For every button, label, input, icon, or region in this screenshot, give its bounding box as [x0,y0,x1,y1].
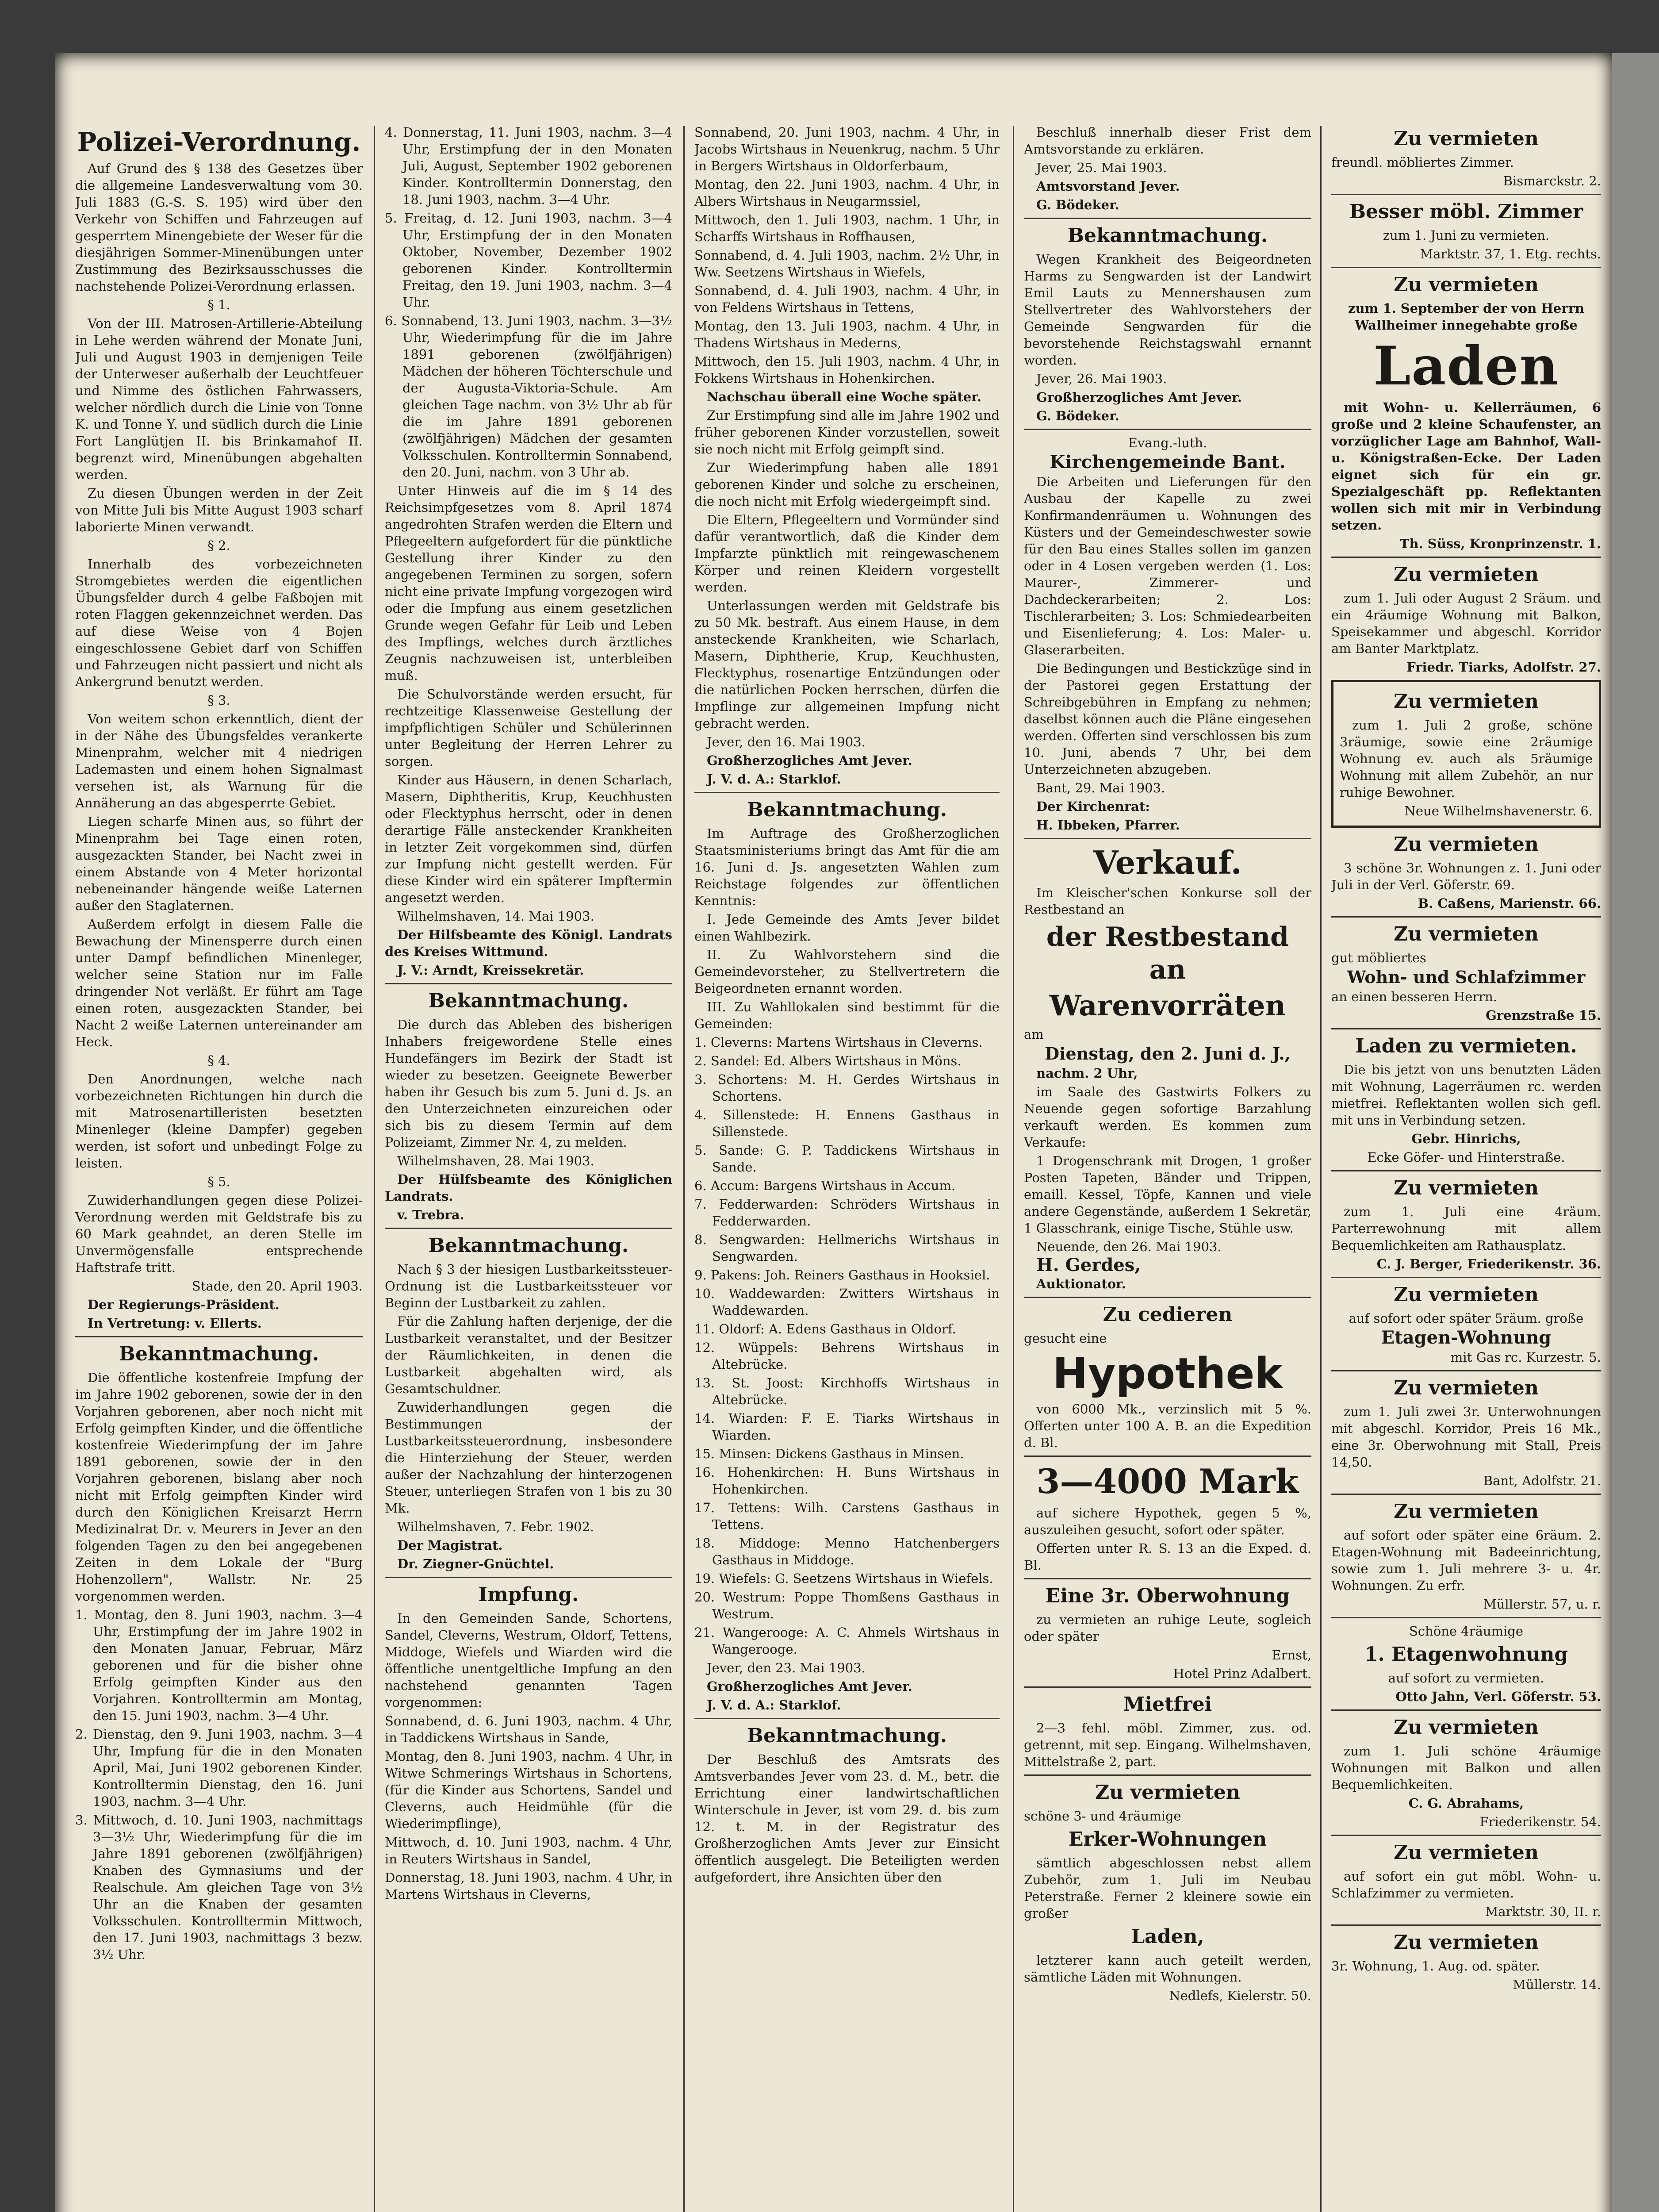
paragraph: von 6000 Mk., verzinslich mit 5 %. Offerten unter 100 A. B. an die Expedition d. Bl. [1024,1402,1311,1450]
list-item: 1. Montag, den 8. Juni 1903, nachm. 3—4 Uhr, Erstimpfung der im Jahre 1902 in den Monaten Januar, Februar, März geborenen und für die bisher ohne Erfolg geimpften Kinder aus den Vorjahren. Kontrolltermin am Montag, den 15. Juni 1903, nachm. 3—4 Uhr. [75,1607,363,1723]
ad-address: Müllerstr. 14. [1513,1977,1601,1992]
ad-headline: Zu vermieten [1394,563,1539,586]
column-1 [75,124,363,2212]
divider [1331,1277,1601,1278]
signature: Der Regierungs-Präsident. [88,1297,280,1312]
list-item: Montag, den 22. Juni 1903, nachm. 4 Uhr, in Albers Wirtshaus in Neugarmssiel, [694,177,1000,209]
headline-zu-vermieten: Zu vermieten [1095,1781,1240,1804]
signature: Großherzogliches Amt Jever. [1036,390,1242,405]
paragraph: Innerhalb des vorbezeichneten Stromgebietes werden die eigentlichen Übungsfelder durch 4 gelbe Faßbojen mit roten Flaggen gekennzeichnet werden. Das auf diese Weise von 4 Bojen eingeschlossene Gebiet darf von Schiffen und Fahrzeugen nicht passiert und nicht als Ankergrund benutzt werden. [75,557,363,689]
headline-kirchengemeinde: Kirchengemeinde Bant. [1050,452,1286,472]
signature: Nedlefs, Kielerstr. 50. [1169,1988,1311,2003]
headline-impfung: Impfung. [478,1583,579,1606]
paragraph: Beschluß innerhalb dieser Frist dem Amtsvorstande zu erklären. [1024,125,1311,157]
paragraph: auf sichere Hypothek, gegen 5 %, auszuleihen gesucht, sofort oder später. [1024,1505,1311,1537]
ad-address: Marktstr. 37, 1. Etg. rechts. [1420,246,1601,261]
column-rule [374,126,375,2212]
ad-text: zum 1. Juni zu vermieten. [1383,228,1550,243]
paragraph: sämtlich abgeschlossen nebst allem Zubehör, zum 1. Juli im Neubau Peterstraße. Ferner 2 kleinere sowie ein großer [1024,1855,1311,1921]
headline-polizei-verordnung: Polizei-Verordnung. [77,127,361,157]
signature: Der Magistrat. [397,1538,503,1553]
signature: Auktionator. [1036,1276,1126,1291]
divider [1331,1170,1601,1171]
dateline: Wilhelmshaven, 14. Mai 1903. [397,909,594,924]
ad-signature: C. G. Abrahams, [1408,1796,1524,1811]
ad-text: 3r. Wohnung, 1. Aug. od. später. [1331,1959,1540,1974]
paragraph: Zuwiderhandlungen gegen die Bestimmungen der Lustbarkeitssteuerordnung, insbesondere die Hinterziehung der Steuer, werden außer der Nachzahlung der hinterzogenen Steuer, unterliegen Strafen von 1 bis zu 30 Mk. [385,1400,672,1516]
paragraph: Die durch das Ableben des bisherigen Inhabers freigewordene Stelle eines Hundefängers im Bezirk der Stadt ist wieder zu besetzen. Geeignete Bewerber haben ihr Gesuch bis zum 5. Juni d. Js. an den Unterzeichneten einzureichen oder sich bis zu diesem Termin auf dem Polizeiamt, Zimmer Nr. 4, zu melden. [385,1017,672,1150]
ad-text: auf sofort oder später 5räum. große [1349,1311,1584,1326]
paragraph: Im Auftrage des Großherzoglichen Staatsministeriums bringt das Amt für die am 16. Juni d. Js. angesetzten Wahlen zum Reichstage folgendes zur öffentlichen Kenntnis: [694,826,1000,908]
signature: Der Hilfsbeamte des Königl. Landrats des Kreises Wittmund. [385,927,672,959]
ad-headline: 1. Etagenwohnung [1364,1643,1568,1666]
signature: Amtsvorstand Jever. [1036,179,1180,194]
paragraph: Von weitem schon erkenntlich, dient der in der Nähe des Übungsfeldes verankerte Minenprahm, welcher mit 4 niedrigen Lademasten und einem hohen Signalmast versehen ist, als Warnung für die Annäherung an das abgesperrte Gebiet. [75,711,363,810]
ad-headline: Zu vermieten [1394,833,1539,856]
paragraph: Der Beschluß des Amtsrats des Amtsverbandes Jever vom 23. d. M., betr. die Errichtung einer landwirtschaftlichen Winterschule in Jever, ist vom 29. d. bis zum 12. t. M. in der Registratur des Großherzoglichen Amts Jever zur Einsicht öffentlich ausgelegt. Die Beteiligten werden aufgefordert, ihre Ansichten über den [694,1752,1000,1885]
list-item: Mittwoch, den 15. Juli 1903, nachm. 4 Uhr, in Fokkens Wirtshaus in Hohenkirchen. [694,354,1000,386]
headline-restbestand: der Restbestand an [1046,922,1289,985]
list-item: 19. Wiefels: G. Seetzens Wirtshaus in Wiefels. [694,1571,993,1586]
divider [1331,1028,1601,1029]
signature: Großherzogliches Amt Jever. [707,753,912,768]
headline-bekanntmachung: Bekanntmachung. [747,1724,947,1747]
signature: J. V. d. A.: Starklof. [707,1697,841,1713]
divider [1331,1924,1601,1926]
list-item: Mittwoch, den 1. Juli 1903, nachm. 1 Uhr, in Scharffs Wirtshaus in Roffhausen, [694,212,1000,244]
ad-headline: Zu vermieten [1394,1377,1539,1399]
headline-zu-cedieren: Zu cedieren [1103,1303,1233,1326]
ad-signature: C. J. Berger, Friederikenstr. 36. [1376,1256,1601,1271]
headline-hypothek: Hypothek [1052,1349,1283,1398]
ad-text: mit Wohn- u. Kellerräumen, 6 große und 2 kleine Schaufenster, an vorzüglicher Lage am Bahnhof, Wall- u. Königstraßen-Ecke. Der Laden eignet sich für ein gr. Spezialgeschäft pp. Reflektanten wollen sich mit mir in Verbindung setzen. [1331,400,1601,533]
signature: J. V.: Arndt, Kreissekretär. [397,963,584,978]
list-item: Sonnabend, 20. Juni 1903, nachm. 4 Uhr, in Jacobs Wirtshaus in Neuenkrug, nachm. 5 Uhr in Bergers Wirtshaus in Oldorferbaum, [694,125,1000,173]
ad-address: Bant, Adolfstr. 21. [1483,1473,1601,1488]
ad-headline: Zu vermieten [1394,127,1539,150]
list-item: 11. Oldorf: A. Edens Gasthaus in Oldorf. [694,1321,956,1336]
headline-warenvorraeten: Warenvorräten [1049,989,1286,1022]
section-mark: § 3. [207,693,230,708]
divider [1331,1617,1601,1618]
divider [694,1718,1000,1719]
ad-headline: Zu vermieten [1394,273,1539,296]
dateline: Jever, 26. Mai 1903. [1036,371,1167,386]
ad-headline: Zu vermieten [1394,1716,1539,1739]
signature: G. Bödeker. [1036,408,1119,423]
list-item: 6. Accum: Bargens Wirtshaus in Accum. [694,1178,956,1193]
headline-mark: 3—4000 Mark [1036,1462,1299,1501]
list-item: 4. Sillenstede: H. Ennens Gasthaus in Sillenstede. [694,1107,1000,1139]
column-2 [385,124,672,2212]
label: am [1024,1027,1044,1042]
list-item: 2. Sandel: Ed. Albers Wirtshaus in Möns. [694,1053,962,1068]
boxed-ad [1331,680,1601,828]
paragraph: Unterlassungen werden mit Geldstrafe bis zu 50 Mk. bestraft. Aus einem Hause, in dem ansteckende Krankheiten, wie Scharlach, Masern, Diphtherie, Krup, Keuchhusten, Flecktyphus, rosenartige Entzündungen oder die natürlichen Pocken herrschen, dürfen die Impflinge zur allgemeinen Impfung nicht gebracht werden. [694,598,1000,731]
divider [1024,1578,1311,1579]
paragraph: 1 Drogenschrank mit Drogen, 1 großer Posten Tapeten, Bänder und Trippen, emaill. Kessel, Töpfe, Kannen und viele andere Gegenstände, außerdem 1 Sekretär, 1 Glasschrank, einige Tische, Stühle usw. [1024,1153,1311,1236]
ad-text: zum 1. Juli oder August 2 Sräum. und ein 4räumige Wohnung mit Balkon, Speisekammer und abgeschl. Korridor am Banter Marktplatz. [1331,591,1601,656]
list-item: 5. Sande: G. P. Taddickens Wirtshaus in Sande. [694,1143,1000,1175]
column-3 [694,124,1000,2212]
divider [1331,267,1601,268]
ad-signature: Gebr. Hinrichs, [1411,1131,1521,1146]
headline-bekanntmachung: Bekanntmachung. [428,990,629,1012]
ad-text: zum 1. Juli 2 große, schöne 3räumige, sowie eine 2räumige Wohnung ev. auch als 5räumige Wohnung mit allem Zubehör, an nur ruhige Bewohner. [1340,718,1593,800]
column-rule [1013,126,1014,2212]
paragraph: zu vermieten an ruhige Leute, sogleich oder später [1024,1612,1311,1644]
list-item: 3. Schortens: M. H. Gerdes Wirtshaus in Schortens. [694,1072,1000,1104]
ad-headline: Laden zu vermieten. [1355,1035,1577,1057]
ad-address: Ecke Göfer- und Hinterstraße. [1367,1150,1565,1165]
paragraph: I. Jede Gemeinde des Amts Jever bildet einen Wahlbezirk. [694,912,1000,944]
signature: H. Gerdes, [1036,1255,1141,1275]
paragraph: Im Kleischer'schen Konkurse soll der Restbestand an [1024,885,1311,917]
paragraph: Liegen scharfe Minen aus, so führt der Minenprahm bei Tage einen roten, ausgezackten Stander, bei Nacht zwei in einem Abstande von 4 Meter horizontal nebeneinander hängende weiße Laternen außer den Staglaternen. [75,814,363,913]
list-item: 13. St. Joost: Kirchhoffs Wirtshaus in Altebrücke. [694,1375,1000,1407]
signature: H. Ibbeken, Pfarrer. [1036,818,1180,833]
divider [1024,429,1311,430]
dateline: Jever, den 23. Mai 1903. [707,1660,866,1675]
paragraph: Von der III. Matrosen-Artillerie-Abteilung in Lehe werden während der Monate Juni, Juli und August 1903 in demjenigen Teile der Unterweser außerhalb der Leuchtfeuer und Nimme des östlichen Fahrwassers, welcher nördlich durch die Linie von Tonne K. und Tonne Y. und südlich durch die Linie Fort Langlütjen II. bis Brinkamahof II. begrenzt wird, Minenübungen abgehalten werden. [75,316,363,482]
signature: Großherzogliches Amt Jever. [707,1679,912,1694]
list-item: 8. Sengwarden: Hellmerichs Wirtshaus in Sengwarden. [694,1232,1000,1264]
ad-headline: Zu vermieten [1394,1500,1539,1523]
list-item: Sonnabend, d. 4. Juli 1903, nachm. 2½ Uhr, in Ww. Seetzens Wirtshaus in Wiefels, [694,248,1000,280]
column-rule [683,126,685,2212]
paragraph: schöne 3- und 4räumige [1024,1809,1181,1824]
divider [1331,1835,1601,1836]
ad-text: auf sofort ein gut möbl. Wohn- u. Schlafzimmer zu vermieten. [1331,1869,1601,1901]
list-item: Sonnabend, d. 4. Juli 1903, nachm. 4 Uhr, in von Feldens Wirtshaus in Tettens, [694,283,1000,315]
divider [1331,1370,1601,1371]
list-item: 4. Donnerstag, 11. Juni 1903, nachm. 3—4 Uhr, Erstimpfung der in den Monaten Juli, August, September 1902 geborenen Kinder. Kontrolltermin Donnerstag, den 18. Juni 1903, nachm. 3—4 Uhr. [385,125,672,207]
signature: Ernst, [1272,1647,1311,1663]
ad-signature: Friedr. Tiarks, Adolfstr. 27. [1406,660,1601,675]
divider [1331,916,1601,918]
list-item: Montag, den 8. Juni 1903, nachm. 4 Uhr, in Witwe Schmerings Wirtshaus in Schortens, (für die Kinder aus Schortens, Sandel und Cleverns, auch Heidmühle (für die Wiederimpflinge), [385,1749,672,1831]
list-item: 20. Westrum: Poppe Thomßens Gasthaus in Westrum. [694,1590,1000,1621]
paragraph: Nach § 3 der hiesigen Lustbarkeitssteuer-Ordnung ist die Lustbarkeitssteuer vor Beginn der Lustbarkeit zu zahlen. [385,1262,672,1310]
headline-bekanntmachung: Bekanntmachung. [119,1343,319,1365]
divider [1024,1774,1311,1776]
section-mark: § 5. [207,1174,230,1189]
paragraph: Die öffentliche kostenfreie Impfung der im Jahre 1902 geborenen, sowie der in den Vorjahren geborenen, aber noch nicht mit Erfolg geimpften Kinder, und die öffentliche kostenfreie Wiederimpfung der im Jahre 1891 geborenen, sowie der in den Vorjahren geborenen, bislang aber noch nicht mit Erfolg geimpften Kinder wird durch den Königlichen Kreisarzt Herrn Medizinalrat Dr. v. Meurers in Jever an den folgenden Tagen zu den bei angegebenen Zeiten in dem Lokale der "Burg Hohenzollern", Wallstr. Nr. 25 vorgenommen werden. [75,1370,363,1604]
signature: v. Trebra. [397,1207,464,1222]
divider [385,983,672,984]
dateline: Wilhelmshaven, 7. Febr. 1902. [397,1519,594,1534]
ad-subheadline: Etagen-Wohnung [1381,1327,1552,1348]
list-item: Mittwoch, d. 10. Juni 1903, nachm. 4 Uhr, in Reuters Wirtshaus in Sandel, [385,1835,672,1866]
list-item: 16. Hohenkirchen: H. Buns Wirtshaus in Hohenkirchen. [694,1465,1000,1497]
column-4 [1024,124,1311,2212]
divider [694,792,1000,793]
headline-mietfrei: Mietfrei [1123,1693,1212,1716]
list-item: Montag, den 13. Juli 1903, nachm. 4 Uhr, in Thadens Wirtshaus in Mederns, [694,319,1000,350]
list-item: 18. Middoge: Menno Hatchenbergers Gasthaus in Middoge. [694,1536,1000,1567]
paragraph: II. Zu Wahlvorstehern sind die Gemeindevorsteher, zu Stellvertretern die Beigeordneten ernannt worden. [694,947,1000,996]
ad-address: Grenzstraße 15. [1486,1008,1601,1023]
paragraph: Auf Grund des § 138 des Gesetzes über die allgemeine Landesverwaltung vom 30. Juli 1883 (G.-S. S. 195) wird über den Verkehr von Schiffen und Fahrzeugen auf gesperrtem Minengebiete der Weser für die diesjährigen Sommer-Minenübungen unter Zustimmung des Bezirksausschusses die nachstehende Polizei-Verordnung erlassen. [75,161,363,294]
divider [1024,1455,1311,1457]
ad-headline: Zu vermieten [1394,690,1539,713]
signature: In Vertretung: v. Ellerts. [88,1316,262,1331]
signature: G. Bödeker. [1036,197,1119,212]
paragraph: Die Schulvorstände werden ersucht, für rechtzeitige Klassenweise Gestellung der impfpflichtigen Schüler und Schülerinnen unter Begleitung der Herren Lehrer zu sorgen. [385,687,672,769]
ad-text: zum 1. Juli eine 4räum. Parterrewohnung mit allem Bequemlichkeiten am Rathausplatz. [1331,1204,1601,1253]
ad-headline: Zu vermieten [1394,1841,1539,1864]
list-item: 1. Cleverns: Martens Wirtshaus in Cleverns. [694,1035,983,1050]
paragraph: letzterer kann auch geteilt werden, sämtliche Läden mit Wohnungen. [1024,1953,1311,1985]
ad-headline: Zu vermieten [1394,1177,1539,1199]
page-edge [1612,53,1659,2212]
paragraph: Zu diesen Übungen werden in der Zeit von Mitte Juli bis Mitte August 1903 scharf laborierte Minen verwandt. [75,486,363,534]
paragraph: Zuwiderhandlungen gegen diese Polizei-Verordnung werden mit Geldstrafe bis zu 60 Mark geahndet, an deren Stelle im Unvermögensfalle entsprechende Haftstrafe tritt. [75,1193,363,1275]
ad-address: Marktstr. 30, II. r. [1485,1904,1601,1919]
ad-signature: Th. Süss, Kronprinzenstr. 1. [1399,536,1601,551]
signature: Der Hülfsbeamte des Königlichen Landrats. [385,1172,672,1204]
ad-text: zum 1. Juli zwei 3r. Unterwohnungen mit abgeschl. Korridor, Preis 16 Mk., eine 3r. Oberwohnung mit Stall, Preis 14,50. [1331,1404,1601,1470]
auction-time: nachm. 2 Uhr, [1036,1066,1138,1081]
divider [1024,218,1311,219]
ad-headline: Zu vermieten [1394,923,1539,945]
paragraph: 2—3 fehl. möbl. Zimmer, zus. od. getrennt, mit sep. Eingang. Wilhelmshaven, Mittelstraße 2, part. [1024,1720,1311,1769]
paragraph: Wegen Krankheit des Beigeordneten Harms zu Sengwarden ist der Landwirt Emil Lauts zu Mennershausen zum Stellvertreter des Wahlvorstehers der Gemeinde Sengwarden für die bevorstehende Reichstagswahl ernannt worden. [1024,252,1311,368]
ad-signature: Otto Jahn, Verl. Göferstr. 53. [1395,1689,1601,1704]
ad-text: 3 schöne 3r. Wohnungen z. 1. Juni oder Juli in der Verl. Göferstr. 69. [1331,860,1601,892]
list-item: Donnerstag, 18. Juni 1903, nachm. 4 Uhr, in Martens Wirtshaus in Cleverns, [385,1870,672,1902]
kicker: Evang.-luth. [1128,435,1207,450]
divider [1024,1297,1311,1298]
dateline: Stade, den 20. April 1903. [192,1279,363,1294]
divider [1331,557,1601,558]
ad-text: an einen besseren Herrn. [1331,989,1498,1004]
ad-address: mit Gas rc. Kurzestr. 5. [1450,1350,1601,1365]
paragraph: Die Eltern, Pflegeeltern und Vormünder sind dafür verantwortlich, daß die Kinder dem Impfarzte pünktlich mit reingewaschenem Körper und reinen Kleidern vorgestellt werden. [694,512,1000,595]
dateline: Bant, 29. Mai 1903. [1036,780,1165,795]
list-item: 3. Mittwoch, d. 10. Juni 1903, nachmittags 3—3½ Uhr, Wiederimpfung für die im Jahre 1891 geborenen (zwölfjährigen) Knaben des Gymnasiums und der Realschule. Am gleichen Tage von 3½ Uhr an die Knaben der gesamten Volksschulen. Kontrolltermin Mittwoch, den 17. Juni 1903, nachmittags 3 bezw. 3½ Uhr. [75,1813,363,1962]
paragraph: Kinder aus Häusern, in denen Scharlach, Masern, Diphtheritis, Krup, Keuchhusten oder Flecktyphus herrscht, oder in denen derartige Fälle ansteckender Krankheiten in letzter Zeit vorgekommen sind, dürfen zur Impfung nicht gestellt werden. Für diese Kinder wird ein späterer Impftermin angesetzt werden. [385,772,672,905]
divider [75,1336,363,1337]
headline-oberwohnung: Eine 3r. Oberwohnung [1045,1585,1290,1607]
list-item: 12. Wüppels: Behrens Wirtshaus in Altebrücke. [694,1340,1000,1372]
ad-subheadline: Wohn- und Schlafzimmer [1347,967,1586,987]
paragraph: Den Anordnungen, welche nach vorbezeichneten Richtungen hin durch die mit Matrosenartilleristen besetzten Minenleger (kleine Dampfer) gegeben werden, ist sofort und unbedingt Folge zu leisten. [75,1071,363,1171]
list-item: 7. Fedderwarden: Schröders Wirtshaus in Fedderwarden. [694,1197,1000,1229]
headline-bekanntmachung: Bekanntmachung. [747,799,947,821]
ad-text: zum 1. Juli schöne 4räumige Wohnungen mit Balkon und allen Bequemlichkeiten. [1331,1743,1601,1792]
list-item: 9. Pakens: Joh. Reiners Gasthaus in Hooksiel. [694,1267,990,1283]
paragraph: im Saale des Gastwirts Folkers zu Neuende gegen sofortige Barzahlung verkauft werden. Es kommen zum Verkaufe: [1024,1084,1311,1150]
ad-headline: Besser möbl. Zimmer [1349,200,1583,223]
column-5 [1331,124,1601,2212]
ad-text: zum 1. September der von Herrn Wallheimer innegehabte große [1348,301,1584,333]
paragraph: Offerten unter R. S. 13 an die Exped. d. Bl. [1024,1541,1311,1573]
ad-signature: B. Caßens, Marienstr. 66. [1418,896,1601,911]
divider [1024,1686,1311,1688]
paragraph: Für die Zahlung haften derjenige, der die Lustbarkeit veranstaltet, und der Besitzer der Räumlichkeiten, in denen die Lustbarkeit abgehalten wird, als Gesamtschuldner. [385,1314,672,1396]
list-item: 10. Waddewarden: Zwitters Wirtshaus in Waddewarden. [694,1286,1000,1318]
section-mark: § 1. [207,297,230,312]
list-item: 6. Sonnabend, 13. Juni 1903, nachm. 3—3½ Uhr, Wiederimpfung für die im Jahre 1891 geborenen (zwölfjährigen) Mädchen der höheren Töchterschule und der Augusta-Viktoria-Schule. Am gleichen Tage nachm. von 3½ Uhr ab für die im Jahre 1891 geborenen (zwölfjährigen) Mädchen der gesamten Volksschulen. Kontrolltermin Sonnabend, den 20. Juni, nachm. von 3 Uhr ab. [385,313,672,480]
ad-text: Die bis jetzt von uns benutzten Läden mit Wohnung, Lagerräumen rc. werden mietfrei. Reflektanten wollen sich gefl. mit uns in Verbindung setzen. [1331,1062,1601,1128]
ad-headline: Zu vermieten [1394,1283,1539,1306]
paragraph: Außerdem erfolgt in diesem Falle die Bewachung der Minensperre durch einen unter Dampf befindlichen Minenleger, welcher seine Station nur im Falle dringender Not verläßt. Er führt am Tage einen roten, ausgezackten Stander, bei Nacht 2 weiße Laternen untereinander am Heck. [75,917,363,1049]
auction-date: Dienstag, den 2. Juni d. J., [1045,1044,1291,1064]
column-rule [1320,126,1322,2212]
list-item: 17. Tettens: Wilh. Carstens Gasthaus in Tettens. [694,1500,1000,1532]
ad-text: gut möbliertes [1331,950,1426,965]
paragraph: Die Arbeiten und Lieferungen für den Ausbau der Kapelle zu zwei Konfirmandenräumen u. Wohnungen des Küsters und der Gemeindeschwester sowie für den Bau eines Stalles sollen im ganzen oder in 4 Losen vergeben werden (1. Los: Maurer-, Zimmerer- und Dachdeckerarbeiten; 2. Los: Tischlerarbeiten; 3. Los: Schmiedearbeiten und Eisenlieferung; 4. Los: Maler- u. Glaserarbeiten. [1024,474,1311,657]
headline-laden: Laden, [1131,1925,1204,1948]
list-item: Sonnabend, d. 6. Juni 1903, nachm. 4 Uhr, in Taddickens Wirtshaus in Sande, [385,1713,672,1745]
signature: J. V. d. A.: Starklof. [707,772,841,787]
section-mark: § 4. [207,1053,230,1068]
headline-verkauf: Verkauf. [1093,844,1242,881]
paragraph: III. Zu Wahllokalen sind bestimmt für die Gemeinden: [694,999,1000,1031]
note: Nachschau überall eine Woche später. [707,389,981,404]
signature: Hotel Prinz Adalbert. [1173,1666,1311,1681]
ad-address: Müllerstr. 57, u. r. [1483,1597,1601,1612]
headline-bekanntmachung: Bekanntmachung. [428,1234,629,1257]
paragraph: In den Gemeinden Sande, Schortens, Sandel, Cleverns, Westrum, Oldorf, Tettens, Middoge, Wiefels und Wiarden wird die öffentliche unentgeltliche Impfung an den nachstehend genannten Tagen vorgenommen: [385,1611,672,1710]
divider [1024,838,1311,839]
headline-bekanntmachung: Bekanntmachung. [1067,224,1268,247]
list-item: 5. Freitag, d. 12. Juni 1903, nachm. 3—4 Uhr, Erstimpfung der in den Monaten Oktober, November, Dezember 1902 geborenen Kinder. Kontrolltermin Freitag, den 19. Juni 1903, nachm. 3—4 Uhr. [385,211,672,310]
ad-headline: Zu vermieten [1394,1931,1539,1954]
divider [385,1577,672,1578]
ad-address: Bismarckstr. 2. [1503,173,1601,188]
ad-text: Schöne 4räumige [1409,1624,1524,1639]
divider [385,1228,672,1229]
list-item: 14. Wiarden: F. E. Tiarks Wirtshaus in Wiarden. [694,1411,1000,1443]
ad-address: Neue Wilhelmshavenerstr. 6. [1404,803,1593,818]
signature: Der Kirchenrat: [1036,799,1150,814]
ad-text: auf sofort zu vermieten. [1388,1671,1544,1686]
paragraph: Unter Hinweis auf die im § 14 des Reichsimpfgesetzes vom 8. April 1874 angedrohten Strafen werden die Eltern und Pflegeeltern aufgefordert für die pünktliche Gestellung ihrer Kinder zu den angegebenen Terminen zu sorgen, sofern nicht eine private Impfung vorgezogen wird oder die Impfung aus einem gesetzlichen Grunde wegen Gefahr für Leib und Leben des Impflings, welches durch ärztliches Zeugnis nachzuweisen ist, unterbleiben muß. [385,483,672,683]
list-item: 15. Minsen: Dickens Gasthaus in Minsen. [694,1446,964,1461]
list-item: 21. Wangerooge: A. C. Ahmels Wirtshaus in Wangerooge. [694,1625,1000,1657]
divider [1331,1709,1601,1711]
section-mark: § 2. [207,538,230,553]
dateline: Jever, den 16. Mai 1903. [707,734,866,749]
ad-text: auf sofort oder später eine 6räum. 2. Etagen-Wohnung mit Badeeinrichtung, sowie zum 1. Juli mehrere 3- u. 4r. Wohnungen. Zu erfr. [1331,1528,1601,1593]
paragraph: Zur Erstimpfung sind alle im Jahre 1902 und früher geborenen Kinder vorzustellen, soweit sie noch nicht mit Erfolg geimpft sind. [694,408,1000,457]
list-item: 2. Dienstag, den 9. Juni 1903, nachm. 3—4 Uhr, Impfung für die in den Monaten April, Mai, Juni 1902 geborenen Kinder. Kontrolltermin Dienstag, den 16. Juni 1903, nachm. 3—4 Uhr. [75,1727,363,1809]
paragraph: Die Bedingungen und Bestickzüge sind in der Pastorei gegen Erstattung der Schreibgebühren in Empfang zu nehmen; daselbst können auch die Pläne eingesehen werden. Offerten sind verschlossen bis zum 10. Juni, abends 7 Uhr, bei dem Unterzeichneten abzugeben. [1024,661,1311,777]
ad-address: Friederikenstr. 54. [1479,1814,1601,1829]
signature: Dr. Ziegner-Gnüchtel. [397,1556,554,1571]
dateline: Jever, 25. Mai 1903. [1036,160,1167,175]
divider [1331,194,1601,195]
paragraph: Zur Wiederimpfung haben alle 1891 geborenen Kinder und solche zu erscheinen, die noch nicht mit Erfolg wiedergeimpft sind. [694,460,1000,509]
dateline: Neuende, den 26. Mai 1903. [1036,1239,1222,1254]
divider [1331,1494,1601,1495]
paragraph: gesucht eine [1024,1331,1107,1346]
headline-erker-wohnungen: Erker-Wohnungen [1068,1828,1267,1851]
ad-headline-laden: Laden [1373,335,1559,397]
ad-text: freundl. möbliertes Zimmer. [1331,155,1514,170]
dateline: Wilhelmshaven, 28. Mai 1903. [397,1153,594,1168]
